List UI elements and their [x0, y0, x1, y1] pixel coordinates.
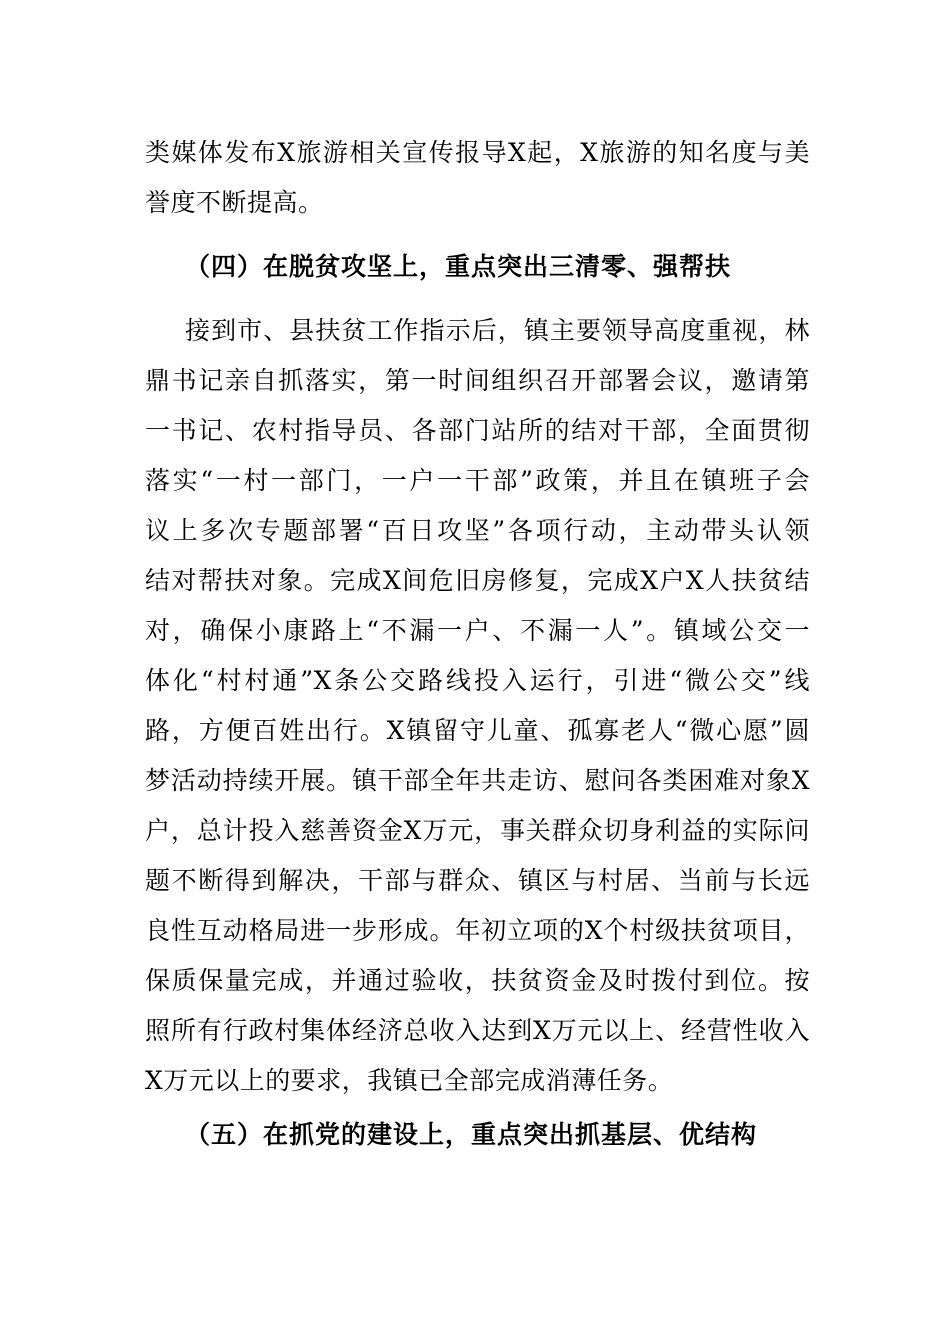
body-text-line: 结对帮扶对象。完成X间危旧房修复，完成X户X人扶贫结 — [145, 566, 810, 595]
body-text-line: 良性互动格局进一步形成。年初立项的X个村级扶贫项目， — [145, 916, 810, 945]
section-heading-5: （五）在抓党的建设上，重点突出抓基层、优结构 — [185, 1120, 758, 1149]
body-text-line: 体化“村村通”X条公交路线投入运行，引进“微公交”线 — [145, 666, 810, 695]
body-text-line: 路，方便百姓出行。X镇留守儿童、孤寡老人“微心愿”圆 — [145, 716, 810, 745]
body-text-line: 户，总计投入慈善资金X万元，事关群众切身利益的实际问 — [145, 816, 810, 845]
section-heading-4: （四）在脱贫攻坚上，重点突出三清零、强帮扶 — [185, 252, 732, 281]
body-text-line: 照所有行政村集体经济总收入达到X万元以上、经营性收入 — [145, 1016, 810, 1045]
body-text-line: 类媒体发布X旅游相关宣传报导X起，X旅游的知名度与美 — [145, 138, 810, 167]
body-text-line: 誉度不断提高。 — [145, 188, 324, 217]
body-text-line: 鼎书记亲自抓落实，第一时间组织召开部署会议，邀请第 — [145, 366, 810, 395]
body-text-line: 落实“一村一部门，一户一干部”政策，并且在镇班子会 — [145, 466, 810, 495]
body-text-line: 接到市、县扶贫工作指示后，镇主要领导高度重视，林 — [185, 316, 810, 345]
body-text-line: 题不断得到解决，干部与群众、镇区与村居、当前与长远 — [145, 866, 810, 895]
body-text-line: 保质保量完成，并通过验收，扶贫资金及时拨付到位。按 — [145, 966, 810, 995]
body-text-line: X万元以上的要求，我镇已全部完成消薄任务。 — [145, 1066, 674, 1095]
body-text-line: 对，确保小康路上“不漏一户、不漏一人”。镇域公交一 — [145, 616, 810, 645]
body-text-line: 一书记、农村指导员、各部门站所的结对干部，全面贯彻 — [145, 416, 810, 445]
body-text-line: 议上多次专题部署“百日攻坚”各项行动，主动带头认领 — [145, 516, 810, 545]
body-text-line: 梦活动持续开展。镇干部全年共走访、慰问各类困难对象X — [145, 766, 810, 795]
